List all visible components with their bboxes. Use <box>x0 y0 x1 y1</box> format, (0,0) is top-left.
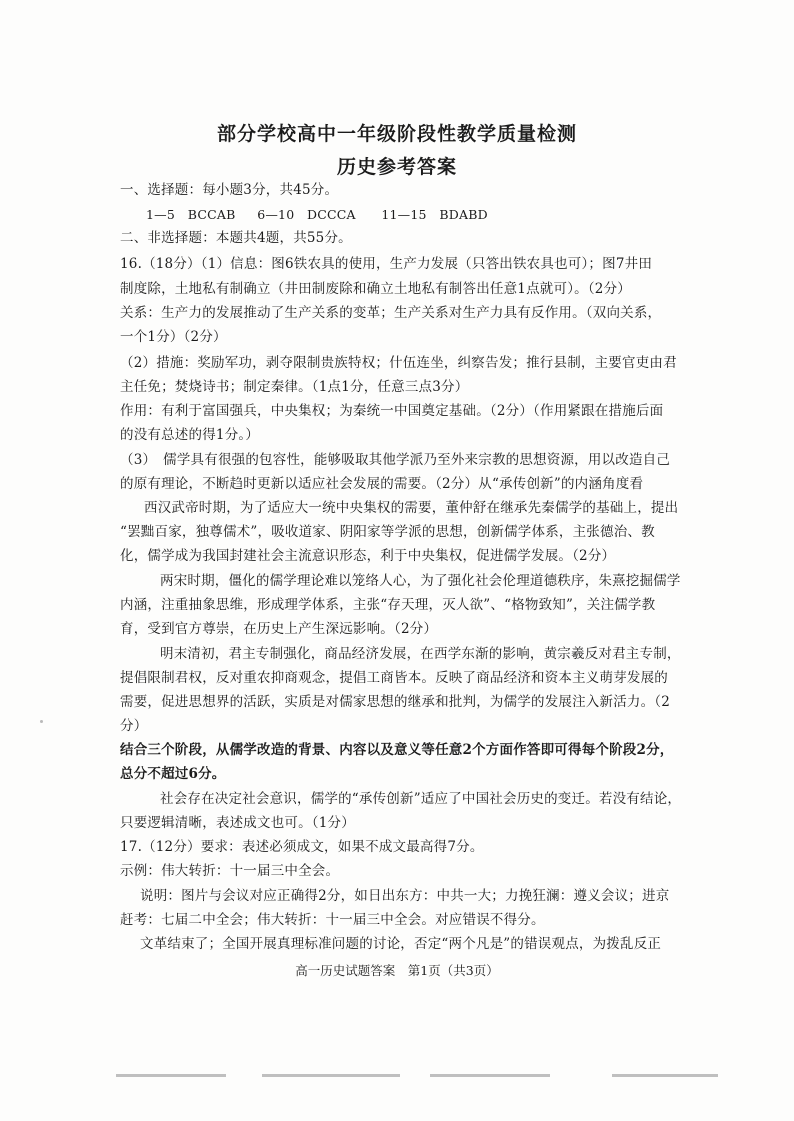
document-title: 部分学校高中一年级阶段性教学质量检测 <box>216 123 577 145</box>
q16-part2-line2: 主任免；焚烧诗书；制定秦律。（1点1分，任意三点3分） <box>120 379 469 395</box>
multiple-choice-answers <box>146 206 488 224</box>
scan-speck <box>40 720 43 723</box>
q16-song-line2: 内涵，注重抽象思维，形成理学体系，主张“存天理，灭人欲”、“格物致知”，关注儒学教 <box>120 597 656 613</box>
q16-part3-line2: 的原有理论，不断趋时更新以适应社会发展的需要。（2分）从“承传创新”的内涵角度看 <box>120 476 644 492</box>
q16-relation-line1: 关系：生产力的发展推动了生产关系的变革；生产关系对生产力具有反作用。（双向关系， <box>120 305 662 321</box>
q17-explanation-line1: 说明：图片与会议对应正确得2分，如日出东方：中共一大；力挽狂澜：遵义会议；进京 <box>140 888 670 904</box>
section1-heading: 一、选择题：每小题3分，共45分。 <box>120 182 339 198</box>
q16-relation-line2: 一个1分）（2分） <box>120 329 227 345</box>
q16-conclusion-line2: 只要逻辑清晰，表述成文也可。（1分） <box>120 815 355 831</box>
q16-conclusion-line1: 社会存在决定社会意识，儒学的“承传创新”适应了中国社会历史的变迁。若没有结论， <box>160 791 682 807</box>
q17-requirement: 17.（12分）要求：表述必须成文，如果不成文最高得7分。 <box>120 839 484 855</box>
scan-artifact-line <box>430 1074 550 1077</box>
scan-artifact-line <box>262 1074 400 1077</box>
document-subtitle: 历史参考答案 <box>336 156 457 178</box>
q16-song-line1: 两宋时期，僵化的儒学理论难以笼络人心，为了强化社会伦理道德秩序，朱熹挖掘儒学 <box>160 573 681 589</box>
q16-song-line3: 育，受到官方尊崇，在历史上产生深远影响。（2分） <box>120 621 438 637</box>
mc-answers-1-5: 1—5 BCCAB <box>146 207 236 222</box>
q16-scoring-note-line2: 总分不超过6分。 <box>120 766 226 782</box>
q16-part2-line1: （2）措施：奖励军功，剥夺限制贵族特权；什伍连坐，纠察告发；推行县制，主要官吏由君 <box>120 355 677 371</box>
scan-artifact-line <box>116 1074 226 1077</box>
q16-ming-line4: 分） <box>120 718 148 734</box>
q16-han-line1: 西汉武帝时期，为了适应大一统中央集权的需要，董仲舒在继承先秦儒学的基础上，提出 <box>144 500 679 516</box>
section2-heading: 二、非选择题：本题共4题，共55分。 <box>120 230 352 246</box>
q16-part3-line1: （3） 儒学具有很强的包容性，能够吸取其他学派乃至外来宗教的思想资源，用以改造自己 <box>120 452 671 468</box>
q16-scoring-note-line1: 结合三个阶段，从儒学改造的背景、内容以及意义等任意2个方面作答即可得每个阶段2分， <box>120 742 674 758</box>
page-footer: 高一历史试题答案 第1页（共3页） <box>295 963 499 978</box>
q16-part1-line1: 16.（18分）（1）信息：图6铁农具的使用，生产力发展（只答出铁农具也可）；图7井田 <box>120 256 653 272</box>
q17-example: 示例：伟大转折：十一届三中全会。 <box>120 863 340 879</box>
q16-effect-line1: 作用：有利于富国强兵，中央集权；为秦统一中国奠定基础。（2分）（作用紧跟在措施后面 <box>120 403 664 419</box>
mc-answers-6-10: 6—10 DCCCA <box>257 207 356 222</box>
q17-essay-line1: 文革结束了；全国开展真理标准问题的讨论，否定“两个凡是”的错误观点，为拨乱反正 <box>140 936 662 952</box>
q16-part1-line2: 制度除，土地私有制确立（井田制废除和确立土地私有制答出任意1点就可）。（2分） <box>120 281 631 297</box>
scan-artifact-line <box>612 1074 718 1077</box>
q16-effect-line2: 的没有总述的得1分。） <box>120 427 260 443</box>
q16-ming-line2: 提倡限制君权，反对重农抑商观念，提倡工商皆本。反映了商品经济和资本主义萌芽发展的 <box>120 670 668 686</box>
q16-ming-line1: 明末清初，君主专制强化，商品经济发展，在西学东渐的影响，黄宗羲反对君主专制， <box>160 646 681 662</box>
q16-han-line2: “罢黜百家，独尊儒术”，吸收道家、阴阳家等学派的思想，创新儒学体系，主张德治、教 <box>120 524 655 540</box>
q17-explanation-line2: 赶考：七届二中全会；伟大转折：十一届三中全会。对应错误不得分。 <box>120 912 545 928</box>
mc-answers-11-15: 11—15 BDABD <box>381 207 488 222</box>
q16-ming-line3: 需要，促进思想界的活跃，实质是对儒家思想的继承和批判，为儒学的发展注入新活力。（2 <box>120 694 671 710</box>
q16-han-line3: 化，儒学成为我国封建社会主流意识形态，利于中央集权，促进儒学发展。（2分） <box>120 548 616 564</box>
